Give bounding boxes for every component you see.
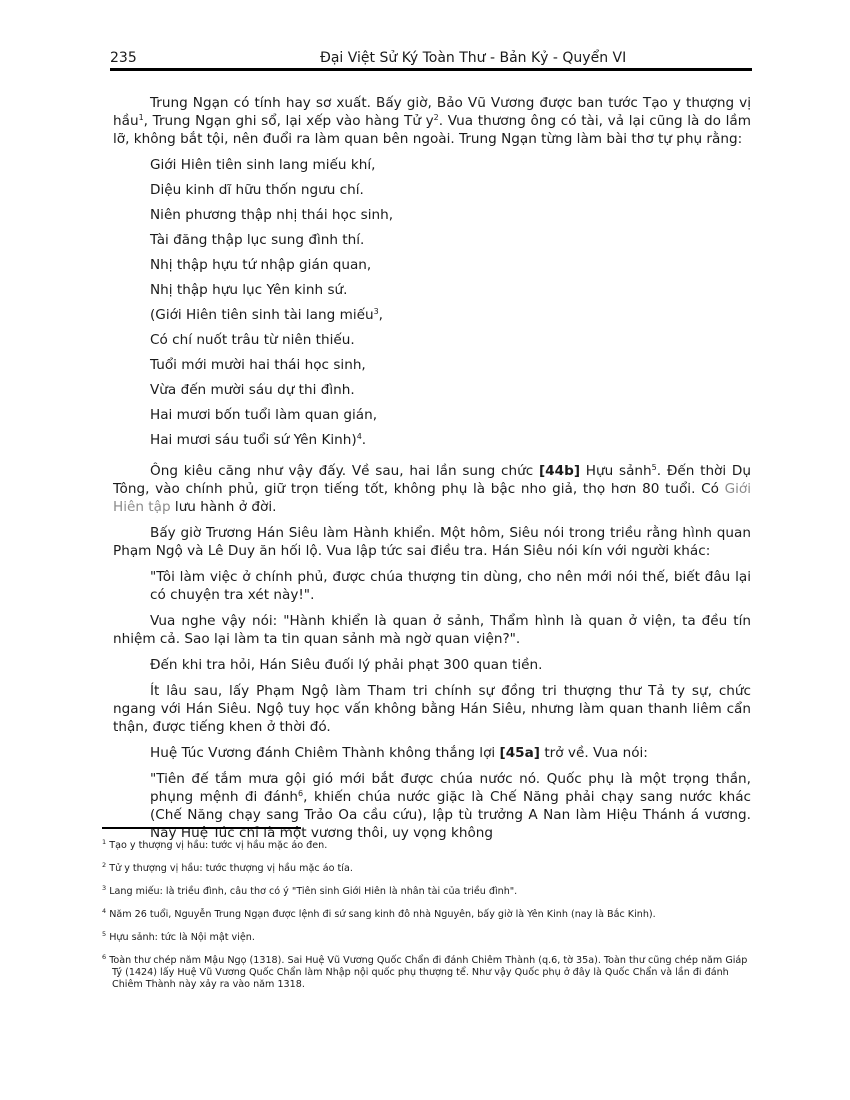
main-text bbox=[113, 94, 751, 850]
paragraph: Vua nghe vậy nói: "Hành khiển là quan ở sảnh, Thẩm hình là quan ở viện, ta đều tín nhiệm cả. Sao lại làm ta tin quan sảnh mà ngờ quan viện?". bbox=[113, 613, 751, 647]
paragraph: Bấy giờ Trương Hán Siêu làm Hành khiển. Một hôm, Siêu nói trong triều rằng hình quan Phạm Ngộ và Lê Duy ăn hối lộ. Vua lập tức sai điều tra. Hán Siêu nói kín với người khác: bbox=[113, 525, 751, 559]
footnote: $^3$ Lang miếu: là triều đình, câu thơ có ý "Tiên sinh Giới Hiên là nhân tài của triều đình". bbox=[102, 884, 518, 897]
footnote-ref[interactable]: 3 bbox=[373, 307, 379, 316]
poem-line: Niên phương thập nhị thái học sinh, bbox=[150, 207, 394, 223]
footnote-number: 6 bbox=[102, 953, 107, 961]
footnote-number: 3 bbox=[102, 884, 107, 892]
footnote: $^2$ Tử y thượng vị hầu: tước thượng vị hầu mặc áo tía. bbox=[102, 861, 353, 874]
poem-line: (Giới Hiên tiên sinh tài lang miếu$^3$, bbox=[150, 307, 383, 323]
footnote-number: 2 bbox=[102, 861, 107, 869]
footnote-number: 4 bbox=[102, 907, 107, 915]
paragraph: Trung Ngạn có tính hay sơ xuất. Bấy giờ, Bảo Vũ Vương được ban tước Tạo y thượng vị hầu$^1$, Trung Ngạn ghi sổ, lại xếp vào hàng Tử $y^2$. Vua thương ông có tài, vả lại cũng là do lầm lỡ, không bắt tội, nên đuổi ra làm quan bên ngoài. Trung Ngạn từng làm bài thơ tự phụ rằng: bbox=[113, 95, 751, 147]
footnote-number: 1 bbox=[102, 838, 107, 846]
poem-line: Hai mươi sáu tuổi sứ Yên Kinh)$^4$. bbox=[150, 432, 367, 448]
paragraph: Ông kiêu căng như vậy đấy. Về sau, hai lần sung chức [44b] Hựu sảnh$^5$. Đến thời Dụ Tông, vào chính phủ, giữ trọn tiếng tốt, không phụ là bậc nho giả, thọ hơn 80 tuổi. Có Giới Hiên tập lưu hành ở đời. bbox=[113, 463, 751, 515]
footnotes bbox=[102, 840, 752, 1002]
paragraph: Đến khi tra hỏi, Hán Siêu đuối lý phải phạt 300 quan tiền. bbox=[150, 657, 543, 673]
footnote-ref[interactable]: 2 bbox=[433, 113, 439, 122]
poem-line: Nhị thập hựu lục Yên kinh sứ. bbox=[150, 282, 348, 298]
poem-line: Hai mươi bốn tuổi làm quan gián, bbox=[150, 407, 378, 423]
footnote-ref[interactable]: 1 bbox=[138, 113, 144, 122]
page-marker: [45a] bbox=[499, 745, 541, 761]
page-number: 235 bbox=[110, 50, 137, 66]
footnote: $^6$ Toàn thư chép năm Mậu Ngọ (1318). Sai Huệ Vũ Vương Quốc Chẩn đi đánh Chiêm Thành (q.6, tờ 35a). Toàn thư cũng chép năm Giáp Tý (1424) lấy Huệ Vũ Vương Quốc Chẩn làm Nhập nội quốc phụ thượng tể. Như vậy Quốc phụ ở đây là Quốc Chẩn và lần đi đánh Chiêm Thành này xảy ra vào năm 1318. bbox=[102, 953, 748, 990]
paragraph: Huệ Túc Vương đánh Chiêm Thành không thắng lợi [45a] trở về. Vua nói: bbox=[150, 745, 648, 761]
poem-line: Vừa đến mười sáu dự thi đình. bbox=[150, 382, 355, 398]
poem bbox=[113, 156, 751, 456]
footnote: $^1$ Tạo y thượng vị hầu: tước vị hầu mặc áo đen. bbox=[102, 838, 328, 851]
running-title: Đại Việt Sử Ký Toàn Thư - Bản Kỷ - Quyển VI bbox=[320, 50, 627, 66]
footnote-ref[interactable]: 4 bbox=[356, 432, 362, 441]
footnote-ref[interactable]: 5 bbox=[651, 463, 657, 472]
poem-line: Có chí nuốt trâu từ niên thiếu. bbox=[150, 332, 355, 348]
poem-line: Nhị thập hựu tứ nhập gián quan, bbox=[150, 257, 372, 273]
poem-line: Giới Hiên tiên sinh lang miếu khí, bbox=[150, 157, 376, 173]
footnote-separator bbox=[102, 827, 301, 829]
quote-paragraph: "Tiên đế tắm mưa gội gió mới bắt được chúa nước nó. Quốc phụ là một trọng thần, phụng mệnh đi đánh$^6$, khiến chúa nước giặc là Chế Năng phải chạy sang nước khác (Chế Năng chạy sang Trảo Oa cầu cứu), lập tù trưởng A Nan làm Hiệu Thánh á vương. Nay Huệ Túc chỉ là một vương thôi, uy vọng không bbox=[150, 771, 752, 841]
book-link[interactable]: Giới Hiên tập bbox=[113, 481, 751, 515]
quote-paragraph: "Tôi làm việc ở chính phủ, được chúa thượng tin dùng, cho nên mới nói thế, biết đâu lại có chuyện tra xét này!". bbox=[150, 569, 751, 603]
footnote-number: 5 bbox=[102, 930, 107, 938]
footnote: $^4$ Năm 26 tuổi, Nguyễn Trung Ngạn được lệnh đi sứ sang kinh đô nhà Nguyên, bấy giờ là Yên Kinh (nay là Bắc Kinh). bbox=[102, 907, 656, 920]
footnote-ref[interactable]: 6 bbox=[298, 789, 304, 798]
poem-line: Diệu kinh dĩ hữu thốn ngưu chí. bbox=[150, 182, 364, 198]
page-marker: [44b] bbox=[538, 463, 581, 479]
poem-line: Tuổi mới mười hai thái học sinh, bbox=[150, 357, 366, 373]
paragraph: Ít lâu sau, lấy Phạm Ngộ làm Tham tri chính sự đồng tri thượng thư Tả ty sự, chức ngang với Hán Siêu. Ngộ tuy học vấn không bằng Hán Siêu, nhưng làm quan thanh liêm cẩn thận, được tiếng khen ở thời đó. bbox=[113, 683, 751, 735]
header-rule bbox=[110, 68, 752, 71]
footnote: $^5$ Hựu sảnh: tức là Nội mật viện. bbox=[102, 930, 255, 943]
running-header bbox=[110, 50, 752, 68]
poem-line: Tài đăng thập lục sung đình thí. bbox=[150, 232, 365, 248]
